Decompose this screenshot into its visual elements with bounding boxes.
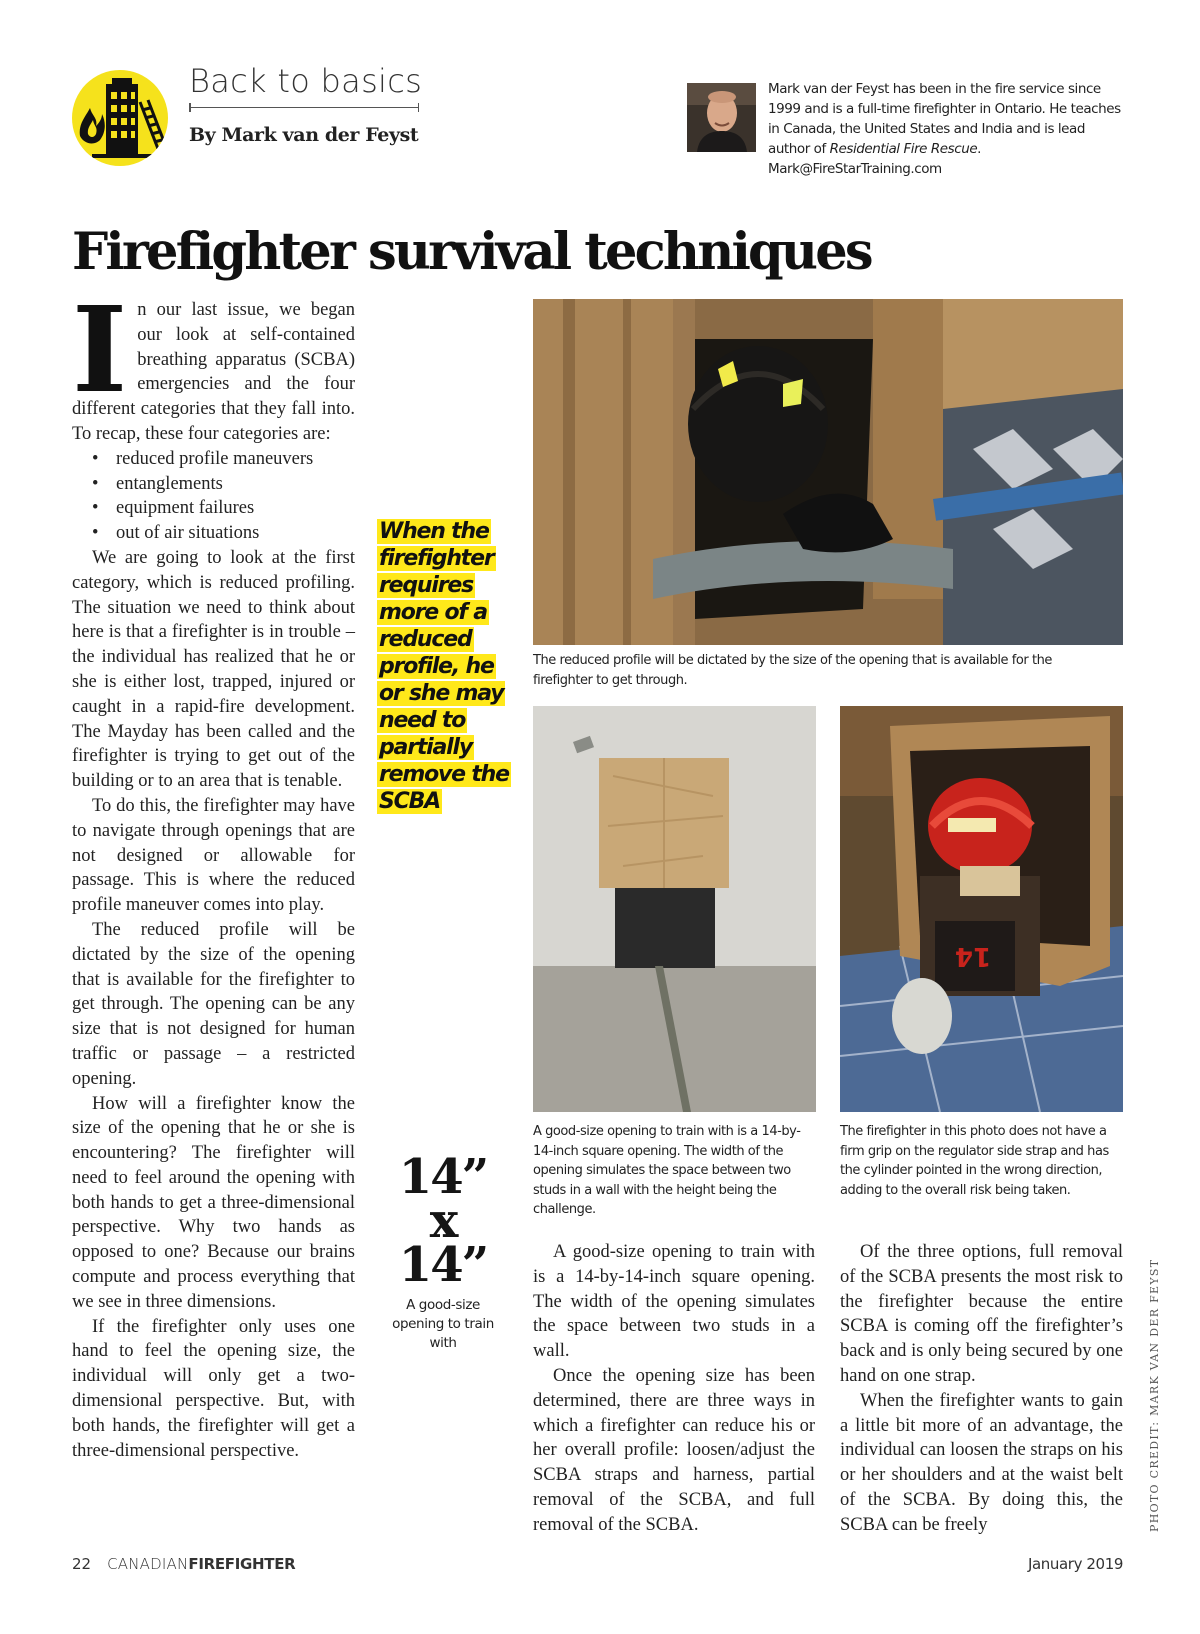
- photo-caption-bottom-right: The firefighter in this photo does not have a firm grip on the regulator side strap and has the cylinder pointed in the wrong direction, adding to the overall risk being taken.: [840, 1124, 1109, 1198]
- byline: By Mark van der Feyst: [189, 124, 419, 146]
- body-paragraph: Once the opening size has been determined, there are three ways in which a firefighter can reduce his or her overall profile: loosen/adjust the SCBA straps and harness, partial removal of the SCBA, and full removal of the SCBA.: [533, 1365, 815, 1535]
- photo-caption-bottom-left: A good-size opening to train with is a 14-by-14-inch square opening. The width of the opening simulates the space between two studs in a wall with the height being the challenge.: [533, 1124, 801, 1217]
- body-paragraph: How will a firefighter know the size of the opening that he or she is encountering? The firefighter will need to feel around the opening with both hands to get a three-dimensional perspective. Why two hands as opposed to one? Because our brains compute and process everything that we see in three dimensions.: [72, 1093, 355, 1312]
- article-column-1: [72, 280, 355, 1463]
- photo-firefighter-scba-grip: [840, 706, 1123, 1112]
- body-paragraph: We are going to look at the first category, which is reduced profiling. The situation we need to think about here is that a firefighter is in trouble – the individual has realized that he or she is either lost, trapped, injured or caught in a rapid-fire development. The Mayday has been called and the firefighter is trying to get out of the building or to an area that is tenable.: [72, 547, 355, 792]
- list-item: • entanglements: [92, 472, 355, 497]
- photo-caption-top: The reduced profile will be dictated by the size of the opening that is available for the firefighter to get through.: [533, 653, 1052, 688]
- section-logo: [72, 70, 168, 166]
- photo-firefighter-in-opening: [533, 299, 1123, 645]
- opening-size-stat: [388, 1149, 498, 1293]
- article-column-2: [533, 1240, 815, 1538]
- helmet-number: 14: [954, 941, 992, 971]
- photo-credit: PHOTO CREDIT: MARK VAN DER FEYST: [1148, 1258, 1161, 1532]
- list-item: • reduced profile maneuvers: [92, 447, 355, 472]
- body-paragraph: A good-size opening to train with is a 14-by-14-inch square opening. The width of the opening simulates the space between two studs in a wall.: [533, 1242, 815, 1362]
- stat-by: x: [429, 1193, 457, 1249]
- magazine-name-part1: CANADIAN: [107, 1555, 189, 1573]
- book-title: Residential Fire Rescue: [829, 141, 978, 157]
- issue-date: January 2019: [1027, 1555, 1123, 1573]
- intro-paragraph: In our last issue, we began our look at self-contained breathing apparatus (SCBA) emergencies and the four different categories that they fall into. To recap, these four categories are:: [72, 280, 355, 444]
- stat-width: 14”: [398, 1149, 488, 1205]
- body-paragraph: When the firefighter wants to gain a little bit more of an advantage, the individual can loosen the straps on his or her shoulders and at the waist belt of the SCBA. By doing this, the SCBA can be freely: [840, 1390, 1123, 1535]
- drop-cap: I: [72, 280, 128, 419]
- title-divider: [189, 107, 419, 108]
- author-bio: Mark van der Feyst has been in the fire service since 1999 and is a full-time firefighter in Ontario. He teaches in Canada, the United States and India and is lead author of Residential Fire Rescue. Mark@FireStarTraining.com: [768, 81, 1121, 177]
- photo-training-opening: [533, 706, 816, 1112]
- magazine-name-part2: FIREFIGHTER: [188, 1555, 296, 1573]
- page-number: 22: [72, 1555, 92, 1573]
- author-photo: [687, 83, 756, 152]
- list-item: • out of air situations: [92, 521, 355, 546]
- body-paragraph: Of the three options, full removal of the SCBA presents the most risk to the firefighter because the entire SCBA is coming off the firefighter’s back and is only being secured by one hand on one strap.: [840, 1242, 1123, 1386]
- page-footer: [72, 1555, 295, 1573]
- body-paragraph: The reduced profile will be dictated by the size of the opening that is available for the firefighter to get through. The opening can be any size that is not designed for human traffic or passage – a restricted opening.: [72, 919, 355, 1089]
- section-title: Back to basics: [189, 62, 423, 100]
- burning-building-ladder-icon: [72, 70, 168, 166]
- category-list: [72, 447, 355, 546]
- stat-caption: A good-size opening to train with: [392, 1297, 494, 1351]
- list-item: • equipment failures: [92, 496, 355, 521]
- article-column-3: [840, 1240, 1123, 1538]
- article-headline: Firefighter survival techniques: [72, 222, 871, 282]
- body-paragraph: If the firefighter only uses one hand to feel the opening size, the individual will only get a two-dimensional perspective. But, with both hands, the firefighter will get a three-dimensional perspective.: [72, 1316, 355, 1461]
- body-paragraph: To do this, the firefighter may have to navigate through openings that are not designed or allowable for passage. This is where the reduced profile maneuver comes into play.: [72, 795, 355, 916]
- stat-height: 14”: [398, 1237, 488, 1293]
- pull-quote: When the firefighter requires more of a reduced profile, he or she may need to partially remove the SCBA: [379, 519, 509, 814]
